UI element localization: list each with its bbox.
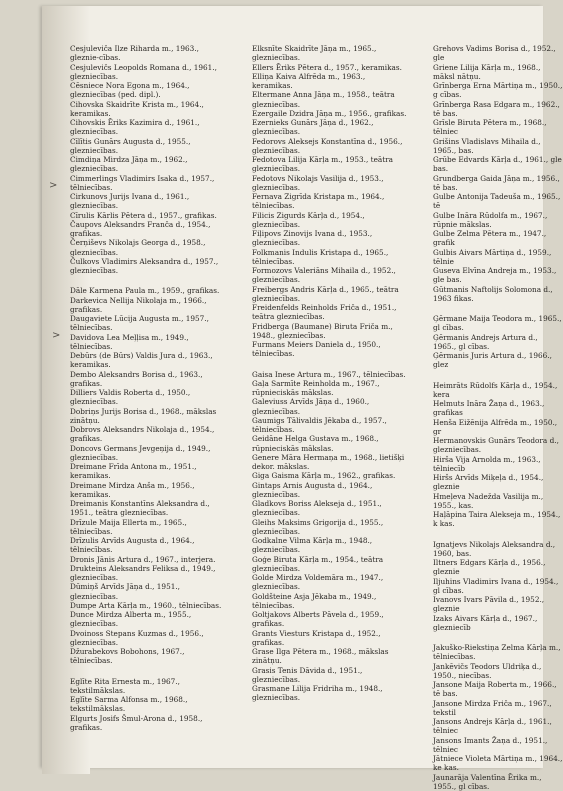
directory-entry: Goltjakovs Alberts Pāvela d., 1959., grafikas. bbox=[242, 610, 408, 629]
directory-entry: Haļāpina Taira Alekseja m., 1954., k kas. bbox=[423, 510, 563, 529]
section-gap bbox=[423, 529, 563, 540]
section-gap bbox=[242, 359, 408, 370]
directory-entry: Debūrs (de Būrs) Valdis Jura d., 1963., keramikas. bbox=[60, 351, 228, 370]
directory-entry: Ellers Ēriks Pētera d., 1957., keramikas. bbox=[242, 63, 408, 72]
directory-entry: Cirkunovs Jurijs Ivana d., 1961., glezniecības. bbox=[60, 192, 228, 211]
directory-entry: Gulbe Antonija Tadeuša m., 1965., tē bbox=[423, 192, 563, 211]
section-gap bbox=[423, 370, 563, 381]
directory-entry: Daugaviete Lūcija Augusta m., 1957., tēlniecības. bbox=[60, 314, 228, 333]
directory-entry: Freibergs Andris Kārļa d., 1965., teātra glezniecības. bbox=[242, 285, 408, 304]
directory-entry: Jansone Mirdza Friča m., 1967., tekstil bbox=[423, 699, 563, 718]
directory-entry: Goldšteine Asja Jēkaba m., 1949., tēlniecības. bbox=[242, 592, 408, 611]
directory-entry: Furmans Meiers Daniela d., 1950., tēlniecības. bbox=[242, 340, 408, 359]
directory-entry: Freidenfelds Reinholds Friča d., 1951., teātra glezniecības. bbox=[242, 303, 408, 322]
directory-entry: Gūtmanis Naftolijs Solomona d., 1963 fikas. bbox=[423, 285, 563, 304]
directory-entry: Henša Eižēnija Alfrēda m., 1950., gr bbox=[423, 418, 563, 437]
section-gap bbox=[423, 303, 563, 314]
section-gap bbox=[423, 632, 563, 643]
directory-entry: Cimmerlings Vladimirs Isaka d., 1957., tēlniecības. bbox=[60, 174, 228, 193]
directory-entry: Čaupovs Aleksandrs Franča d., 1954., grafikas. bbox=[60, 220, 228, 239]
directory-entry: Grīsle Biruta Pētera m., 1968., tēlniec bbox=[423, 118, 563, 137]
directory-entry: Grīnberga Erna Mārtiņa m., 1950., g cības. bbox=[423, 81, 563, 100]
directory-entry: Goģe Biruta Kārļa m., 1954., teātra glezniecības. bbox=[242, 555, 408, 574]
directory-entry: Eglīte Rita Ernesta m., 1967., tekstilmākslas. bbox=[60, 677, 228, 696]
directory-entry: Jansone Maija Roberta m., 1966., tē bas. bbox=[423, 680, 563, 699]
directory-entry: Iltners Edgars Kārļa d., 1956., gleznie bbox=[423, 558, 563, 577]
directory-entry: Elksnīte Skaidrīte Jāņa m., 1965., glezniecības. bbox=[242, 44, 408, 63]
directory-entry: Galeviuss Arvīds Jāņa d., 1960., glezniecības. bbox=[242, 397, 408, 416]
directory-entry: Golde Mirdza Voldemāra m., 1947., glezniecības. bbox=[242, 573, 408, 592]
directory-entry: Ģērmanis Andrejs Artura d., 1965., gl cības. bbox=[423, 333, 563, 352]
directory-entry: Grūbe Edvards Kārļa d., 1961., gle bas. bbox=[423, 155, 563, 174]
directory-entry: Grasis Tenis Dāvida d., 1951., glezniecības. bbox=[242, 666, 408, 685]
directory-entry: Elliņa Kaiva Alfrēda m., 1963., keramikas. bbox=[242, 72, 408, 91]
directory-entry: Cihovskis Ēriks Kazimira d., 1961., glezniecības. bbox=[60, 118, 228, 137]
directory-entry: Giga Gaisma Kārļa m., 1962., grafikas. bbox=[242, 471, 408, 480]
directory-entry: Elgurts Josifs Šmul-Arona d., 1958., grafikas. bbox=[60, 714, 228, 733]
directory-entry: Dilliers Valdis Roberta d., 1950., glezniecības. bbox=[60, 388, 228, 407]
directory-entry: Fernava Zigrīda Kristapa m., 1964., tēlniecības. bbox=[242, 192, 408, 211]
directory-entry: Gaumigs Tālivaldis Jēkaba d., 1957., tēlniecības. bbox=[242, 416, 408, 435]
directory-entry: Eltermane Anna Jāņa m., 1958., teātra glezniecības. bbox=[242, 90, 408, 109]
directory-entry: Drīzulis Arvīds Augusta d., 1964., tēlniecības. bbox=[60, 536, 228, 555]
directory-entry: Filicis Zigurds Kārļa d., 1954., glezniecības. bbox=[242, 211, 408, 230]
directory-entry: Grasmane Lilija Fridriha m., 1948., glezniecības. bbox=[242, 684, 408, 703]
directory-entry: Gaisa Inese Artura m., 1967., tēlniecības. bbox=[242, 370, 408, 379]
directory-entry: Formozovs Valeriāns Mihaila d., 1952., glezniecības. bbox=[242, 266, 408, 285]
directory-entry: Grīnberga Rasa Edgara m., 1962., tē bas. bbox=[423, 100, 563, 119]
directory-entry: Genere Māra Hermaņa m., 1968., lietišķi dekor. mākslas. bbox=[242, 453, 408, 472]
directory-entry: Cesjulevičs Leopolds Romana d., 1961., glezniecības. bbox=[60, 63, 228, 82]
directory-entry: Jātniece Violeta Mārtiņa m., 1964., ke kas. bbox=[423, 754, 563, 773]
directory-entry: Fedotova Lilija Kārļa m., 1953., teātra glezniecības. bbox=[242, 155, 408, 174]
directory-entry: Hmeļeva Nadežda Vasilija m., 1955., kas. bbox=[423, 492, 563, 511]
directory-entry: Cesjuleviča Ilze Riharda m., 1963., gleznie-cības. bbox=[60, 44, 228, 63]
directory-entry: Dūmiņš Arvīds Jāņa d., 1951., glezniecības. bbox=[60, 582, 228, 601]
directory-entry: Jansons Andrejs Kārļa d., 1961., tēlniec bbox=[423, 717, 563, 736]
directory-entry: Gulbe Ināra Rūdolfa m., 1967., rūpnie mākslas. bbox=[423, 211, 563, 230]
directory-entry: Gleihs Maksims Grigorija d., 1955., glezniecības. bbox=[242, 518, 408, 537]
directory-entry: Jansons Imants Žaņa d., 1951., tēlniec bbox=[423, 736, 563, 755]
directory-entry: Fiļipovs Zinovijs Ivana d., 1953., glezniecības. bbox=[242, 229, 408, 248]
directory-entry: Godkalne Vilma Kārļa m., 1948., glezniecības. bbox=[242, 536, 408, 555]
directory-entry: Ezergaile Dzidra Jāņa m., 1956., grafikas. bbox=[242, 109, 408, 118]
directory-entry: Iljuhins Vladimirs Ivana d., 1954., gl cības. bbox=[423, 577, 563, 596]
directory-entry: Drukteins Aleksandrs Feliksa d., 1949., glezniecības. bbox=[60, 564, 228, 583]
directory-entry: Jankēvičs Teodors Uldriķa d., 1950., niecības. bbox=[423, 662, 563, 681]
directory-entry: Davidova Lea Meļļisa m., 1949., tēlniecības. bbox=[60, 333, 228, 352]
directory-entry: Dāle Karmena Paula m., 1959., grafikas. bbox=[60, 286, 228, 295]
directory-entry: Hermanovskis Gunārs Teodora d., glezniecības. bbox=[423, 436, 563, 455]
directory-entry: Gaļa Sarmīte Reinholda m., 1967., rūpnieciskās mākslas. bbox=[242, 379, 408, 398]
directory-entry: Geidāne Helga Gustava m., 1968., rūpnieciskās mākslas. bbox=[242, 434, 408, 453]
directory-entry: Ezernieks Gunārs Jāņa d., 1962., glezniecības. bbox=[242, 118, 408, 137]
directory-entry: Ģērmane Maija Teodora m., 1965., gl cības. bbox=[423, 314, 563, 333]
directory-entry: Hirša Vija Arnolda m., 1963., tēlniecīb bbox=[423, 455, 563, 474]
directory-entry: Gulbe Zelma Pētera m., 1947., grafik bbox=[423, 229, 563, 248]
directory-entry: Cēsniece Nora Egona m., 1964., glezniecības (ped. dipl.). bbox=[60, 81, 228, 100]
directory-entry: Hiršs Arvīds Miķeļa d., 1954., gleznie bbox=[423, 473, 563, 492]
directory-entry: Dronis Jānis Artura d., 1967., interjera. bbox=[60, 555, 228, 564]
directory-entry: Čulkovs Vladimirs Aleksandra d., 1957., glezniecības. bbox=[60, 257, 228, 276]
directory-entry: Dumpe Arta Kārļa m., 1960., tēlniecības. bbox=[60, 601, 228, 610]
directory-entry: Ignatjevs Nikolajs Aleksandra d., 1960, bas. bbox=[423, 540, 563, 559]
section-gap bbox=[60, 275, 228, 286]
directory-entry: Gintaps Arnis Augusta d., 1964., glezniecības. bbox=[242, 481, 408, 500]
directory-entry: Cīlītis Gunārs Augusta d., 1955., glezniecības. bbox=[60, 137, 228, 156]
directory-entry: Heimrāts Rūdolfs Kārļa d., 1954., kera bbox=[423, 381, 563, 400]
directory-entry: Jaunarāja Valentīna Ērika m., 1955., gl cības. bbox=[423, 773, 563, 791]
directory-entry: Eglīte Sarma Alfonsa m., 1968., tekstilmākslas. bbox=[60, 695, 228, 714]
directory-entry: Džurabekovs Bobohons, 1967., tēlniecības. bbox=[60, 647, 228, 666]
directory-entry: Drīzule Maija Ellerta m., 1965., tēlniecības. bbox=[60, 518, 228, 537]
directory-entry: Gulbis Aivars Mārtiņa d., 1959., tēlnie bbox=[423, 248, 563, 267]
directory-entry: Dvoinoss Stepans Kuzmas d., 1956., glezniecības. bbox=[60, 629, 228, 648]
directory-entry: Fedorovs Aleksejs Konstantīna d., 1956., glezniecības. bbox=[242, 137, 408, 156]
directory-entry: Ģērmanis Juris Artura d., 1966., glez bbox=[423, 351, 563, 370]
directory-entry: Doncovs Germans Jevgeņija d., 1949., glezniecības. bbox=[60, 444, 228, 463]
directory-entry: Guseva Elvīna Andreja m., 1953., gle bas. bbox=[423, 266, 563, 285]
directory-entry: Dreimane Mirdza Anša m., 1956., keramikas. bbox=[60, 481, 228, 500]
directory-entry: Cīrulis Kārlis Pētera d., 1957., grafikas. bbox=[60, 211, 228, 220]
directory-entry: Jakuško-Riekstiņa Zelma Kārļa m., tēlniecības. bbox=[423, 643, 563, 662]
section-gap bbox=[60, 666, 228, 677]
directory-entry: Izaks Aivars Kārļa d., 1967., glezniecīb bbox=[423, 614, 563, 633]
directory-entry: Cimdiņa Mirdza Jāņa m., 1962., glezniecības. bbox=[60, 155, 228, 174]
directory-entry: Dobriņs Jurijs Borisa d., 1968., mākslas zinātņu. bbox=[60, 407, 228, 426]
pencil-mark-icon: > bbox=[49, 180, 57, 191]
directory-entry: Griene Lilija Kārļa m., 1968., māksl nātņu. bbox=[423, 63, 563, 82]
directory-entry: Cihovska Skaidrīte Krista m., 1964., keramikas. bbox=[60, 100, 228, 119]
directory-entry: Fridberga (Baumane) Biruta Friča m., 1948., glezniecības. bbox=[242, 322, 408, 341]
directory-entry: Dobrovs Aleksandrs Nikolaja d., 1954., grafikas. bbox=[60, 425, 228, 444]
pencil-mark-icon: > bbox=[52, 330, 60, 341]
directory-entry: Darkevica Nellija Nikolaja m., 1966., grafikas. bbox=[60, 296, 228, 315]
column-left bbox=[60, 44, 228, 732]
directory-entry: Grundberga Gaida Jāņa m., 1956., tē bas. bbox=[423, 174, 563, 193]
directory-entry: Helmuts Ināra Žaņa d., 1963., grafikas bbox=[423, 399, 563, 418]
directory-entry: Grišins Vladislavs Mihaila d., 1965., bas. bbox=[423, 137, 563, 156]
directory-entry: Fedotovs Nikolajs Vasilija d., 1953., glezniecības. bbox=[242, 174, 408, 193]
directory-entry: Gladkovs Boriss Alekseja d., 1951., glezniecības. bbox=[242, 499, 408, 518]
directory-entry: Dunce Mirdza Alberta m., 1955., glezniecības. bbox=[60, 610, 228, 629]
directory-entry: Dembo Aleksandrs Borisa d., 1963., grafikas. bbox=[60, 370, 228, 389]
directory-entry: Grehovs Vadims Borisa d., 1952., gle bbox=[423, 44, 563, 63]
directory-entry: Ivanovs Ivars Pāvila d., 1952., gleznie bbox=[423, 595, 563, 614]
column-middle bbox=[242, 44, 408, 703]
column-right bbox=[423, 44, 563, 791]
directory-entry: Dreimanis Konstantīns Aleksandra d., 1951., teātra glezniecības. bbox=[60, 499, 228, 518]
directory-entry: Folkmanis Indulis Kristapa d., 1965., tēlniecības. bbox=[242, 248, 408, 267]
directory-entry: Čerņiševs Nikolajs Georga d., 1958., glezniecības. bbox=[60, 238, 228, 257]
directory-entry: Dreimane Frīda Antona m., 1951., keramikas. bbox=[60, 462, 228, 481]
directory-entry: Grants Viesturs Kristapa d., 1952., grafikas. bbox=[242, 629, 408, 648]
directory-entry: Grase Ilga Pētera m., 1968., mākslas zinātņu. bbox=[242, 647, 408, 666]
